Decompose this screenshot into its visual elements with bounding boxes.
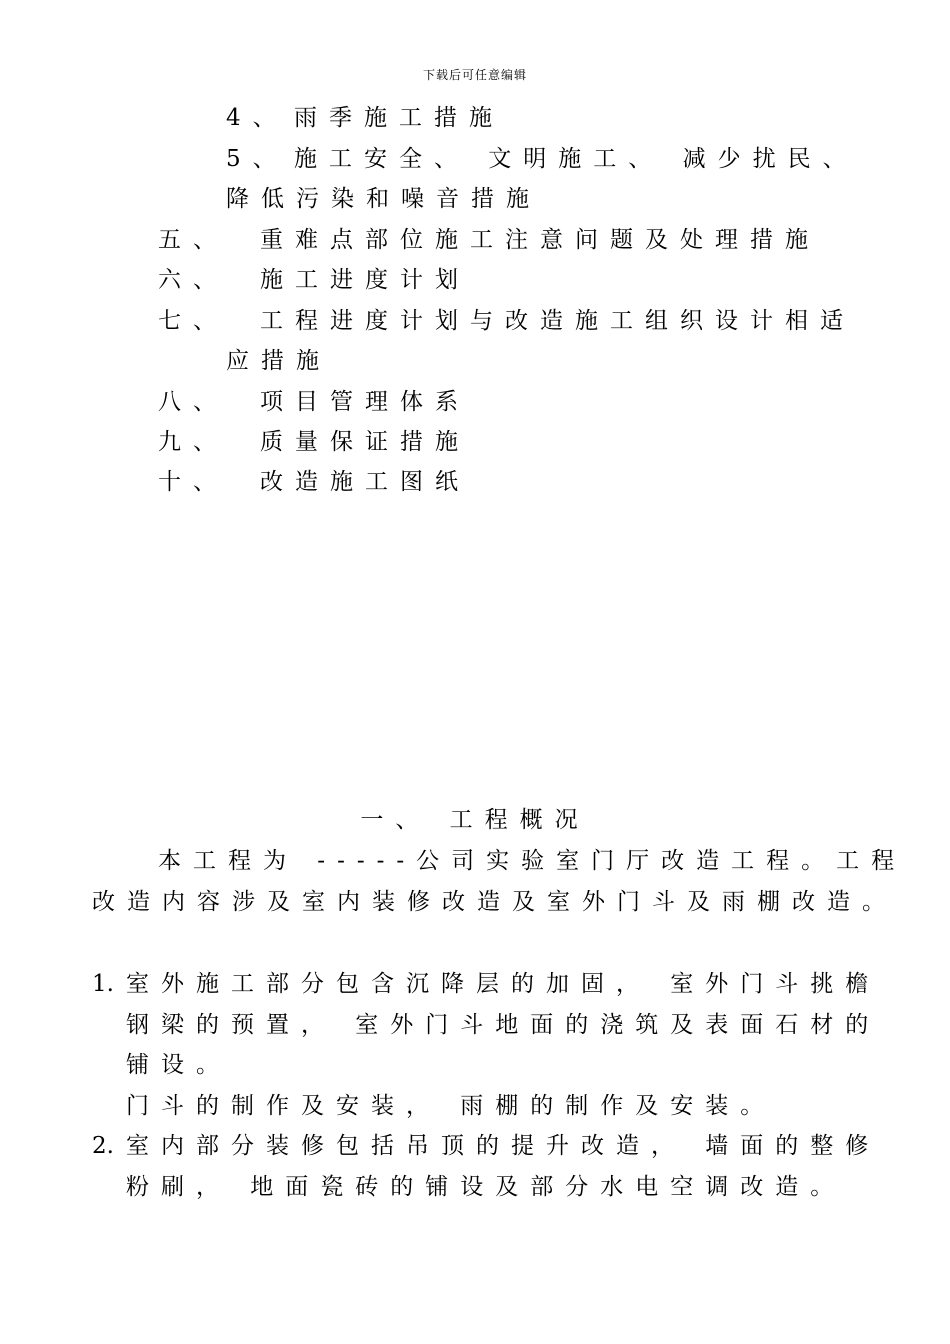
toc-item-5 bbox=[226, 144, 858, 174]
toc-text: 质量保证措施 bbox=[260, 429, 470, 455]
toc-item-nine bbox=[158, 427, 470, 457]
toc-number: 十、 bbox=[158, 469, 228, 495]
toc-text: 施工进度计划 bbox=[260, 267, 470, 293]
list-item-1-line-1 bbox=[92, 969, 880, 999]
toc-item-seven bbox=[158, 306, 855, 336]
toc-text: 工程进度计划与改造施工组织设计相适 bbox=[260, 308, 855, 334]
toc-item-eight bbox=[158, 387, 470, 417]
toc-text: 项目管理体系 bbox=[260, 389, 470, 415]
toc-item-six bbox=[158, 265, 470, 295]
toc-number: 九、 bbox=[158, 429, 228, 455]
toc-number: 4、 bbox=[226, 105, 288, 131]
list-item-1-line-4: 门斗的制作及安装， 雨棚的制作及安装。 bbox=[126, 1093, 776, 1119]
toc-text: 改造施工图纸 bbox=[260, 469, 470, 495]
toc-number: 五、 bbox=[158, 227, 228, 253]
list-item-2-line-2: 粉刷， 地面瓷砖的铺设及部分水电空调改造。 bbox=[126, 1174, 846, 1200]
toc-item-ten bbox=[158, 467, 470, 497]
toc-number: 八、 bbox=[158, 389, 228, 415]
page-header: 下载后可任意编辑 bbox=[422, 68, 527, 82]
toc-number: 七、 bbox=[158, 308, 228, 334]
list-item-1-line-3: 铺设。 bbox=[126, 1052, 231, 1078]
toc-text: 施工安全、 文明施工、 减少扰民、 bbox=[294, 146, 858, 172]
list-number: 2. bbox=[92, 1133, 114, 1159]
toc-text: 重难点部位施工注意问题及处理措施 bbox=[260, 227, 820, 253]
toc-text: 雨季施工措施 bbox=[294, 105, 504, 131]
list-number: 1. bbox=[92, 971, 114, 997]
section-title: 一、 工程概况 bbox=[360, 807, 590, 833]
toc-item-4 bbox=[226, 103, 504, 133]
toc-item-five bbox=[158, 225, 820, 255]
list-text: 室外施工部分包含沉降层的加固， 室外门斗挑檐 bbox=[126, 971, 881, 997]
list-item-1-line-2: 钢梁的预置， 室外门斗地面的浇筑及表面石材的 bbox=[126, 1012, 881, 1038]
toc-number: 六、 bbox=[158, 267, 228, 293]
list-text: 室内部分装修包括吊顶的提升改造， 墙面的整修 bbox=[126, 1133, 881, 1159]
intro-paragraph-line-2: 改造内容涉及室内装修改造及室外门斗及雨棚改造。 bbox=[92, 889, 897, 915]
toc-number: 5、 bbox=[226, 146, 288, 172]
list-item-2-line-1 bbox=[92, 1131, 880, 1161]
intro-paragraph-line-1: 本工程为 -----公司实验室门厅改造工程。工程 bbox=[158, 848, 907, 874]
toc-item-seven-continued: 应措施 bbox=[226, 348, 331, 374]
toc-item-5-continued: 降低污染和噪音措施 bbox=[226, 186, 541, 212]
